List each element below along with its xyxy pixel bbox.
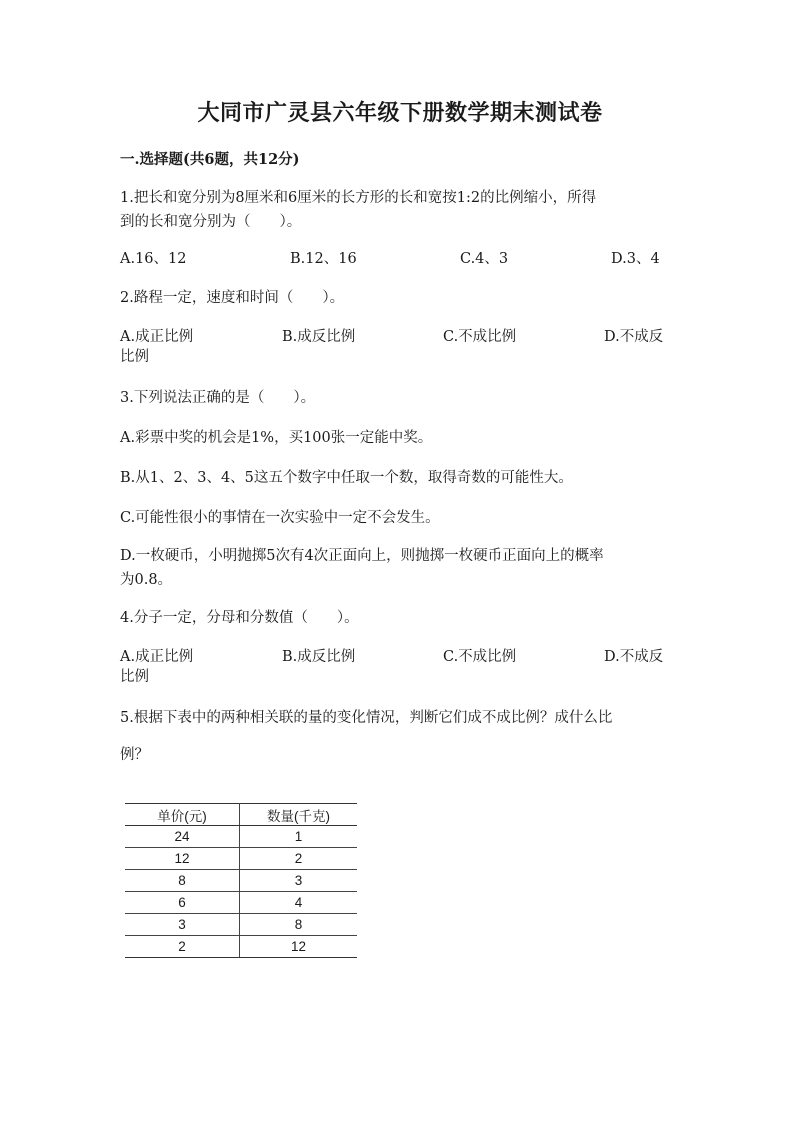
question-1-option-d: D.3、4 xyxy=(611,251,660,267)
table-row xyxy=(125,870,357,892)
price-quantity-table xyxy=(125,803,357,958)
question-4-option-b: B.成反比例 xyxy=(282,649,356,665)
question-1-option-c: C.4、3 xyxy=(460,251,509,267)
question-2-option-a: A.成正比例 xyxy=(120,329,194,345)
table-cell-quantity: 4 xyxy=(240,892,358,914)
question-2: 2.路程一定，速度和时间（ ）。 xyxy=(120,290,345,306)
table-row xyxy=(125,848,357,870)
question-4-option-d-wrap: 比例 xyxy=(120,669,149,685)
table-header-quantity: 数量(千克) xyxy=(240,804,358,826)
table-cell-quantity: 3 xyxy=(240,870,358,892)
table-cell-quantity: 12 xyxy=(240,936,358,958)
question-4-option-d: D.不成反 xyxy=(604,649,664,665)
exam-title: 大同市广灵县六年级下册数学期末测试卷 xyxy=(197,100,603,126)
question-2-option-d: D.不成反 xyxy=(604,329,664,345)
table-cell-price: 8 xyxy=(125,870,240,892)
table-cell-price: 2 xyxy=(125,936,240,958)
table-row xyxy=(125,936,357,958)
table-cell-quantity: 2 xyxy=(240,848,358,870)
table-row xyxy=(125,914,357,936)
question-3-option-d-line-2: 为0.8。 xyxy=(120,572,173,588)
question-5-line-1: 5.根据下表中的两种相关联的量的变化情况，判断它们成不成比例？成什么比 xyxy=(120,710,613,726)
question-1-option-b: B.12、16 xyxy=(290,251,357,267)
question-3-option-b: B.从1、2、3、4、5这五个数字中任取一个数，取得奇数的可能性大。 xyxy=(120,470,573,486)
table-row xyxy=(125,826,357,848)
question-1 xyxy=(120,186,680,234)
table-row xyxy=(125,892,357,914)
table-cell-price: 3 xyxy=(125,914,240,936)
question-4-option-c: C.不成比例 xyxy=(443,649,517,665)
question-1-option-a: A.16、12 xyxy=(120,251,187,267)
question-2-option-b: B.成反比例 xyxy=(282,329,356,345)
question-1-line-1: 1.把长和宽分别为8厘米和6厘米的长方形的长和宽按1:2的比例缩小，所得 xyxy=(120,190,597,206)
table-cell-quantity: 1 xyxy=(240,826,358,848)
table-cell-quantity: 8 xyxy=(240,914,358,936)
question-3: 3.下列说法正确的是（ ）。 xyxy=(120,390,316,406)
question-4: 4.分子一定，分母和分数值（ ）。 xyxy=(120,610,359,626)
question-3-option-a: A.彩票中奖的机会是1%，买100张一定能中奖。 xyxy=(120,430,433,446)
table-cell-price: 12 xyxy=(125,848,240,870)
question-4-option-a: A.成正比例 xyxy=(120,649,194,665)
question-1-line-2: 到的长和宽分别为（ ）。 xyxy=(120,214,302,230)
question-2-option-d-wrap: 比例 xyxy=(120,349,149,365)
table-cell-price: 24 xyxy=(125,826,240,848)
section-heading: 一.选择题(共6题，共12分) xyxy=(120,151,300,168)
question-3-option-d-line-1: D.一枚硬币，小明抛掷5次有4次正面向上，则抛掷一枚硬币正面向上的概率 xyxy=(120,548,604,564)
question-5-line-2: 例？ xyxy=(120,747,149,763)
question-3-option-c: C.可能性很小的事情在一次实验中一定不会发生。 xyxy=(120,510,440,526)
question-2-option-c: C.不成比例 xyxy=(443,329,517,345)
table-cell-price: 6 xyxy=(125,892,240,914)
table-header-row xyxy=(125,804,357,826)
table-header-price: 单价(元) xyxy=(125,804,240,826)
question-3-option-d xyxy=(120,544,680,592)
